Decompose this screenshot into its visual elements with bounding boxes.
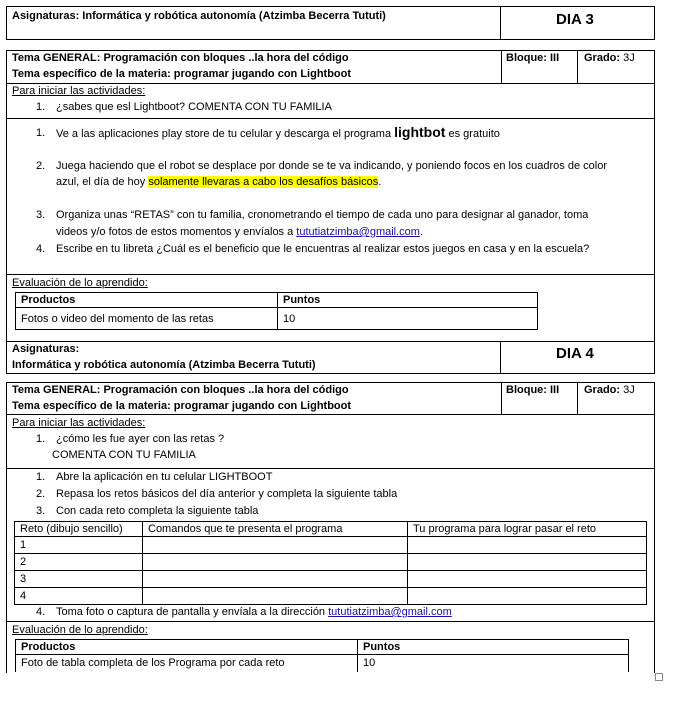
table-cell: Foto de tabla completa de los Programa por cada reto [16,655,358,672]
day3-grado-label: Grado: [584,52,621,64]
day3-item3-post: . [419,226,424,238]
table-cell[interactable] [143,537,408,554]
day3-item1-app: lightbot [394,124,446,140]
table-header-row [15,522,647,537]
table-header-cell: Tu programa para lograr pasar el reto [408,522,647,537]
day3-tema-general: Tema GENERAL: Programación con bloques ..la hora del código [12,52,349,64]
day3-dia-label: DIA 3 [556,11,594,28]
day4-grado-value: 3J [620,384,635,396]
day4-para-iniciar: Para iniciar las actividades: [12,417,146,429]
table-header-cell: Comandos que te presenta el programa [143,522,408,537]
table-header-cell: Puntos [278,293,538,308]
day4-retos-table [14,521,647,605]
table-cell: 4 [15,588,143,605]
table-cell: Fotos o video del momento de las retas [16,308,278,330]
day4-item4 [56,606,452,618]
table-cell: 3 [15,571,143,588]
day3-item2-pre: azul, el día de hoy [56,176,149,188]
day4-intro-item-line2: COMENTA CON TU FAMILIA [52,449,196,461]
day4-intro-marker: 1. [36,433,46,445]
day3-para-iniciar: Para iniciar las actividades: [12,85,146,97]
table-header-cell: Reto (dibujo sencillo) [15,522,143,537]
day4-dia-label: DIA 4 [556,345,594,362]
table-header-cell: Puntos [358,640,629,655]
table-row [15,571,647,588]
table-row [15,537,647,554]
table-cell[interactable] [143,588,408,605]
table-resize-handle[interactable] [655,673,663,681]
day4-evaluacion: Evaluación de lo aprendido: [12,624,148,636]
day3-item2-marker: 2. [36,160,46,172]
table-row [15,588,647,605]
day4-tema-especifico: Tema específico de la materia: programar jugando con Lightboot [12,400,352,412]
day3-item3-line2 [56,226,423,238]
day3-item3-pre: videos y/o fotos de estos momentos y envíalos a [56,226,297,238]
day3-item1-post: es gratuito [445,128,500,140]
table-cell[interactable] [408,571,647,588]
table-cell[interactable] [408,537,647,554]
day4-intro-item: ¿cómo les fue ayer con las retas ? [56,433,225,445]
table-cell[interactable] [143,571,408,588]
day3-bloque: Bloque: III [506,52,560,64]
day3-item1-marker: 1. [36,127,46,139]
table-row [16,308,538,330]
table-header-row [16,293,538,308]
table-cell: 10 [278,308,538,330]
day4-asignaturas-value: Informática y robótica autonomía (Atzimba Becerra Tututi) [12,359,316,371]
day4-grado [584,384,635,396]
day3-eval-table [15,292,538,330]
table-cell[interactable] [408,588,647,605]
day3-item3-line1: Organiza unas “RETAS” con tu familia, cronometrando el tiempo de cada uno para designar al ganador, toma [56,209,589,221]
day3-email-link[interactable]: tututiatzimba@gmail.com [296,226,420,238]
day4-item1: Abre la aplicación en tu celular LIGHTBOOT [56,471,273,483]
day3-grado-value: 3J [620,52,635,64]
table-header-cell: Productos [16,293,278,308]
table-header-row [16,640,629,655]
day3-item1 [56,124,500,140]
day3-item2-post: . [378,176,382,188]
day3-asignaturas: Asignaturas: Informática y robótica autonomía (Atzimba Becerra Tututi) [12,10,386,22]
day3-tema-especifico: Tema específico de la materia: programar jugando con Lightboot [12,68,352,80]
day4-item3: Con cada reto completa la siguiente tabla [56,505,259,517]
table-cell[interactable] [408,554,647,571]
table-row [15,554,647,571]
day4-item2: Repasa los retos básicos del día anterior y completa la siguiente tabla [56,488,398,500]
day3-item2-highlight: solamente llevaras a cabo los desafíos básicos [148,176,379,188]
day4-item2-marker: 2. [36,488,46,500]
day4-email-link[interactable]: tututiatzimba@gmail.com [328,606,452,618]
day3-intro-marker: 1. [36,101,46,113]
day4-grado-label: Grado: [584,384,621,396]
day4-eval-table [15,639,629,672]
day3-evaluacion: Evaluación de lo aprendido: [12,277,148,289]
table-row [16,655,629,672]
day3-item4-marker: 4. [36,243,46,255]
day4-bloque: Bloque: III [506,384,560,396]
day3-item2-line2 [56,176,381,188]
day4-item4-text: Toma foto o captura de pantalla y envíala a la dirección [56,606,329,618]
table-cell: 1 [15,537,143,554]
day4-item1-marker: 1. [36,471,46,483]
table-cell: 10 [358,655,629,672]
day3-item2-line1: Juega haciendo que el robot se desplace por donde se te va indicando, y poniendo focos en los cuadros de color [56,160,607,172]
day4-tema-general: Tema GENERAL: Programación con bloques ..la hora del código [12,384,349,396]
table-cell: 2 [15,554,143,571]
day4-item3-marker: 3. [36,505,46,517]
day3-grado [584,52,635,64]
table-header-cell: Productos [16,640,358,655]
day3-intro-item: ¿sabes que esl Lightboot? COMENTA CON TU FAMILIA [56,101,332,113]
table-cell[interactable] [143,554,408,571]
day3-item1-text: Ve a las aplicaciones play store de tu celular y descarga el programa [56,128,395,140]
day3-item4: Escribe en tu libreta ¿Cuál es el beneficio que le encuentras al realizar estos juegos en casa y en la escuela? [56,243,590,255]
day3-item3-marker: 3. [36,209,46,221]
day4-asignaturas-label: Asignaturas: [12,343,80,355]
day4-item4-marker: 4. [36,606,46,618]
